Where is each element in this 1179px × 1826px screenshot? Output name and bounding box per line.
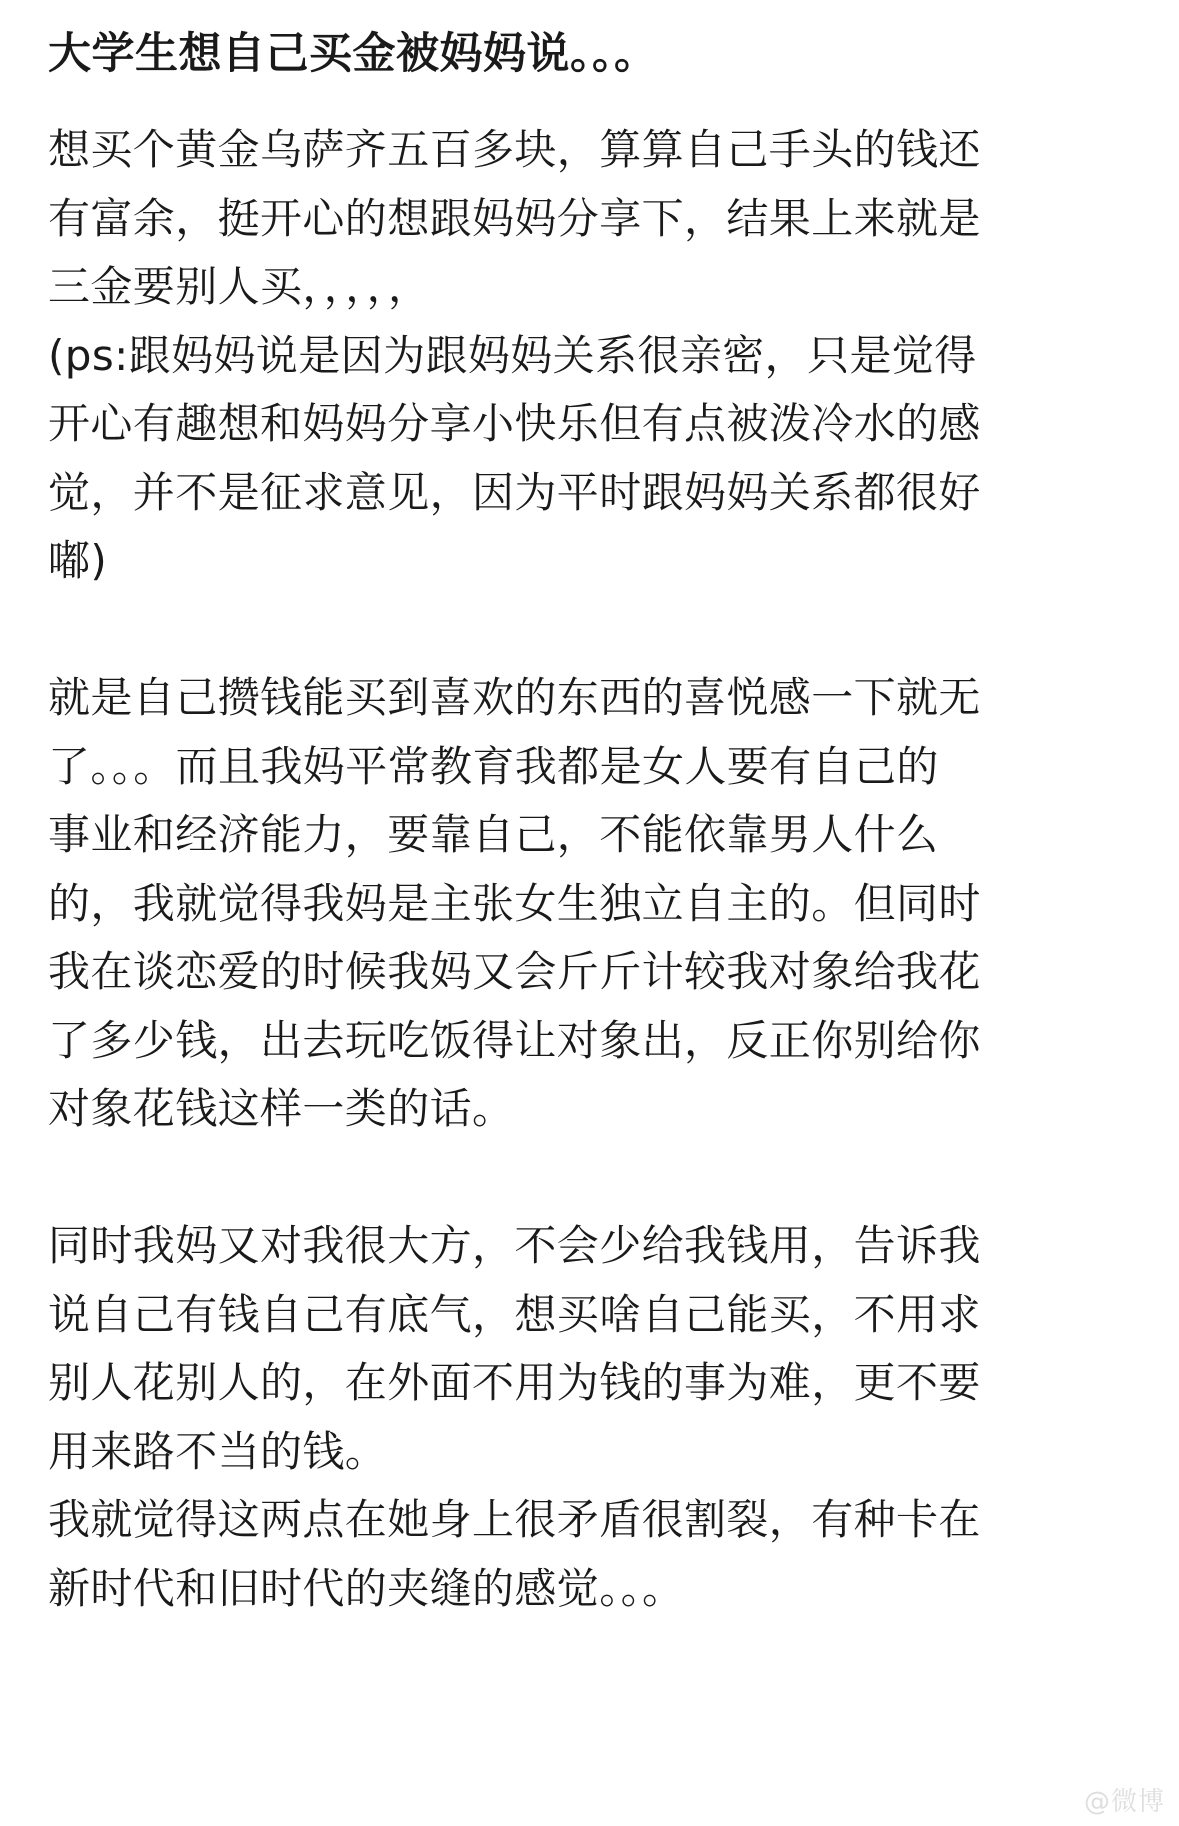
text-line: 我在谈恋爱的时候我妈又会斤斤计较我对象给我花 — [48, 947, 981, 996]
post-content — [48, 0, 1128, 1623]
text-line: 我就觉得这两点在她身上很矛盾很割裂，有种卡在 — [48, 1495, 981, 1544]
text-line: (ps:跟妈妈说是因为跟妈妈关系很亲密，只是觉得 — [48, 330, 977, 380]
text-line: 三金要别人买，，，，， — [48, 262, 431, 311]
text-line: 有富余，挺开心的想跟妈妈分享下，结果上来就是 — [48, 193, 981, 243]
text-line: 就是自己攒钱能买到喜欢的东西的喜悦感一下就无 — [48, 673, 981, 722]
text-line: 开心有趣想和妈妈分享小快乐但有点被泼冷水的感 — [48, 399, 981, 448]
text-line: 的，我就觉得我妈是主张女生独立自主的。但同时 — [48, 878, 981, 928]
watermark: @微博 — [1083, 1787, 1165, 1817]
paragraph-1 — [48, 116, 1128, 596]
text-line: 对象花钱这样一类的话。 — [48, 1084, 515, 1133]
text-line: 想买个黄金乌萨齐五百多块，算算自己手头的钱还 — [48, 125, 981, 174]
text-line: 嘟) — [48, 536, 108, 585]
text-line: 用来路不当的钱。 — [48, 1426, 388, 1476]
text-line: 新时代和旧时代的夹缝的感觉。。。 — [48, 1563, 685, 1613]
text-line: 事业和经济能力，要靠自己，不能依靠男人什么 — [48, 810, 939, 859]
post-title: 大学生想自己买金被妈妈说。。。 — [48, 29, 658, 79]
paragraph-3 — [48, 1212, 1128, 1623]
text-line: 说自己有钱自己有底气，想买啥自己能买，不用求 — [48, 1289, 981, 1339]
text-line: 同时我妈又对我很大方，不会少给我钱用，告诉我 — [48, 1221, 981, 1270]
text-line: 觉，并不是征求意见，因为平时跟妈妈关系都很好 — [48, 467, 981, 517]
paragraph-spacer — [48, 1144, 1128, 1213]
post-body — [48, 116, 1128, 1623]
text-line: 别人花别人的，在外面不用为钱的事为难，更不要 — [48, 1358, 981, 1407]
text-line: 了。。。而且我妈平常教育我都是女人要有自己的 — [48, 741, 939, 791]
text-line: 了多少钱，出去玩吃饭得让对象出，反正你别给你 — [48, 1015, 981, 1065]
paragraph-2 — [48, 664, 1128, 1144]
paragraph-spacer — [48, 596, 1128, 665]
